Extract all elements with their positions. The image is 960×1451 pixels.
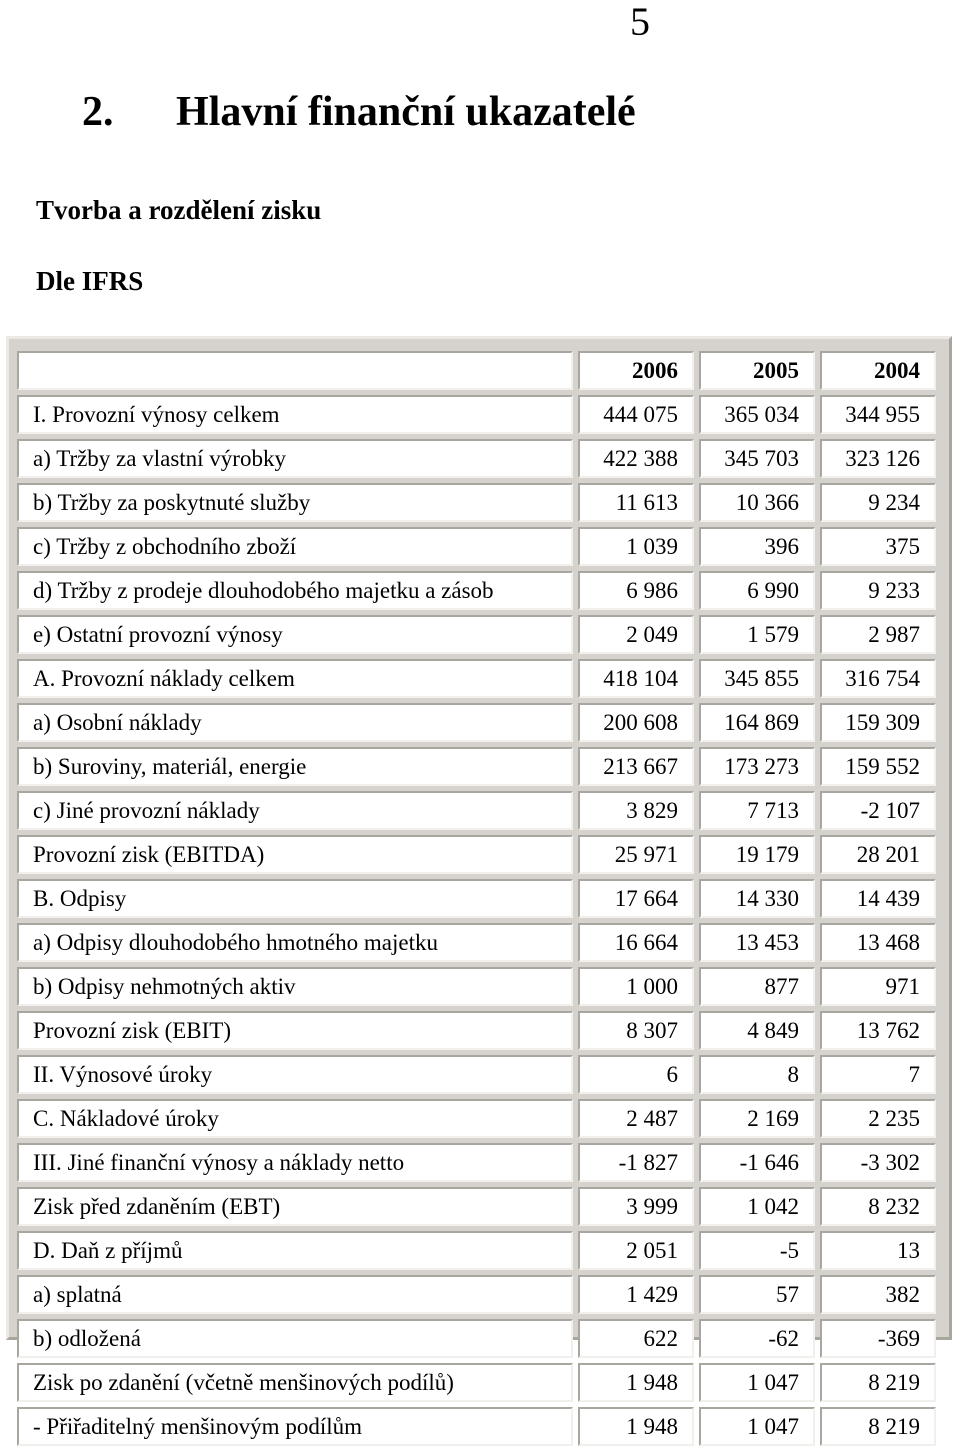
row-label: D. Daň z příjmů	[17, 1231, 573, 1270]
row-label: III. Jiné finanční výnosy a náklady netto	[17, 1143, 573, 1182]
row-label: d) Tržby z prodeje dlouhodobého majetku a zásob	[17, 571, 573, 610]
row-value: -1 646	[699, 1143, 815, 1182]
row-value: 345 703	[699, 439, 815, 478]
row-value: 164 869	[699, 703, 815, 742]
row-value: 13 453	[699, 923, 815, 962]
row-value: 8 219	[820, 1407, 936, 1446]
table-row	[17, 1099, 936, 1138]
row-value: 4 849	[699, 1011, 815, 1050]
table-row	[17, 1055, 936, 1094]
row-value: 396	[699, 527, 815, 566]
row-value: 2 169	[699, 1099, 815, 1138]
row-value: 28 201	[820, 835, 936, 874]
row-value: 1 047	[699, 1363, 815, 1402]
row-value: 7 713	[699, 791, 815, 830]
row-label: Zisk před zdaněním (EBT)	[17, 1187, 573, 1226]
row-value: 344 955	[820, 395, 936, 434]
row-value: -62	[699, 1319, 815, 1358]
row-value: 1 000	[578, 967, 694, 1006]
row-value: 444 075	[578, 395, 694, 434]
row-label: A. Provozní náklady celkem	[17, 659, 573, 698]
table-row	[17, 483, 936, 522]
row-value: 2 049	[578, 615, 694, 654]
row-value: 418 104	[578, 659, 694, 698]
row-value: -369	[820, 1319, 936, 1358]
row-value: 159 309	[820, 703, 936, 742]
row-value: 16 664	[578, 923, 694, 962]
table-row	[17, 395, 936, 434]
row-label: b) Odpisy nehmotných aktiv	[17, 967, 573, 1006]
row-value: 971	[820, 967, 936, 1006]
row-value: 14 439	[820, 879, 936, 918]
row-label: b) Suroviny, materiál, energie	[17, 747, 573, 786]
row-value: 19 179	[699, 835, 815, 874]
financial-table	[12, 346, 941, 1451]
row-value: 1 039	[578, 527, 694, 566]
row-value: 345 855	[699, 659, 815, 698]
table-row	[17, 439, 936, 478]
table-row	[17, 923, 936, 962]
row-value: 6	[578, 1055, 694, 1094]
row-label: Zisk po zdanění (včetně menšinových podílů)	[17, 1363, 573, 1402]
row-value: 1 429	[578, 1275, 694, 1314]
financial-table-body	[17, 351, 936, 1446]
row-value: 1 579	[699, 615, 815, 654]
row-label: II. Výnosové úroky	[17, 1055, 573, 1094]
row-value: 8 307	[578, 1011, 694, 1050]
row-value: 375	[820, 527, 936, 566]
row-value: 1 948	[578, 1363, 694, 1402]
table-row	[17, 1275, 936, 1314]
row-value: -5	[699, 1231, 815, 1270]
row-value: 13 468	[820, 923, 936, 962]
row-value: 6 990	[699, 571, 815, 610]
row-value: 365 034	[699, 395, 815, 434]
row-value: 323 126	[820, 439, 936, 478]
table-row	[17, 1231, 936, 1270]
row-label: Provozní zisk (EBIT)	[17, 1011, 573, 1050]
row-value: 622	[578, 1319, 694, 1358]
row-value: 1 042	[699, 1187, 815, 1226]
table-row	[17, 835, 936, 874]
row-label: e) Ostatní provozní výnosy	[17, 615, 573, 654]
table-row	[17, 1319, 936, 1358]
row-label: - Přiřaditelný menšinovým podílům	[17, 1407, 573, 1446]
table-row	[17, 1363, 936, 1402]
row-label: c) Tržby z obchodního zboží	[17, 527, 573, 566]
table-row	[17, 659, 936, 698]
table-row	[17, 1143, 936, 1182]
row-value: -1 827	[578, 1143, 694, 1182]
row-value: 13	[820, 1231, 936, 1270]
table-row	[17, 1011, 936, 1050]
row-value: 6 986	[578, 571, 694, 610]
header-year-2004: 2004	[820, 351, 936, 390]
row-value: 8	[699, 1055, 815, 1094]
table-row	[17, 527, 936, 566]
row-value: 17 664	[578, 879, 694, 918]
row-value: 1 948	[578, 1407, 694, 1446]
row-value: 316 754	[820, 659, 936, 698]
row-value: 9 234	[820, 483, 936, 522]
row-value: 11 613	[578, 483, 694, 522]
row-value: 57	[699, 1275, 815, 1314]
row-value: 13 762	[820, 1011, 936, 1050]
row-value: 159 552	[820, 747, 936, 786]
row-value: 213 667	[578, 747, 694, 786]
row-value: -2 107	[820, 791, 936, 830]
row-value: 25 971	[578, 835, 694, 874]
row-value: 3 999	[578, 1187, 694, 1226]
row-value: 10 366	[699, 483, 815, 522]
row-value: 9 233	[820, 571, 936, 610]
table-row	[17, 879, 936, 918]
row-value: 2 987	[820, 615, 936, 654]
row-value: 382	[820, 1275, 936, 1314]
row-value: 2 235	[820, 1099, 936, 1138]
row-label: a) splatná	[17, 1275, 573, 1314]
row-label: b) odložená	[17, 1319, 573, 1358]
row-value: 2 051	[578, 1231, 694, 1270]
row-value: 200 608	[578, 703, 694, 742]
row-label: I. Provozní výnosy celkem	[17, 395, 573, 434]
row-value: -3 302	[820, 1143, 936, 1182]
section-title: Tvorba a rozdělení zisku	[36, 195, 322, 225]
page-number: 5	[630, 0, 650, 44]
row-label: C. Nákladové úroky	[17, 1099, 573, 1138]
row-value: 1 047	[699, 1407, 815, 1446]
table-row	[17, 1407, 936, 1446]
header-label-cell	[17, 351, 573, 390]
subsection-title: Dle IFRS	[36, 266, 144, 296]
row-label: Provozní zisk (EBITDA)	[17, 835, 573, 874]
row-value: 8 232	[820, 1187, 936, 1226]
chapter-title	[82, 86, 636, 138]
table-row	[17, 791, 936, 830]
row-label: a) Osobní náklady	[17, 703, 573, 742]
row-label: c) Jiné provozní náklady	[17, 791, 573, 830]
row-value: 2 487	[578, 1099, 694, 1138]
row-label: a) Tržby za vlastní výrobky	[17, 439, 573, 478]
header-year-2005: 2005	[699, 351, 815, 390]
row-value: 422 388	[578, 439, 694, 478]
row-value: 877	[699, 967, 815, 1006]
table-row	[17, 747, 936, 786]
row-value: 173 273	[699, 747, 815, 786]
chapter-number: 2.	[82, 89, 114, 135]
row-value: 7	[820, 1055, 936, 1094]
table-row	[17, 1187, 936, 1226]
table-header-row	[17, 351, 936, 390]
row-value: 8 219	[820, 1363, 936, 1402]
header-year-2006: 2006	[578, 351, 694, 390]
chapter-title-text: Hlavní finanční ukazatelé	[176, 89, 636, 135]
row-label: b) Tržby za poskytnuté služby	[17, 483, 573, 522]
row-value: 14 330	[699, 879, 815, 918]
row-label: B. Odpisy	[17, 879, 573, 918]
row-value: 3 829	[578, 791, 694, 830]
table-row	[17, 967, 936, 1006]
table-row	[17, 615, 936, 654]
row-label: a) Odpisy dlouhodobého hmotného majetku	[17, 923, 573, 962]
table-row	[17, 571, 936, 610]
table-row	[17, 703, 936, 742]
